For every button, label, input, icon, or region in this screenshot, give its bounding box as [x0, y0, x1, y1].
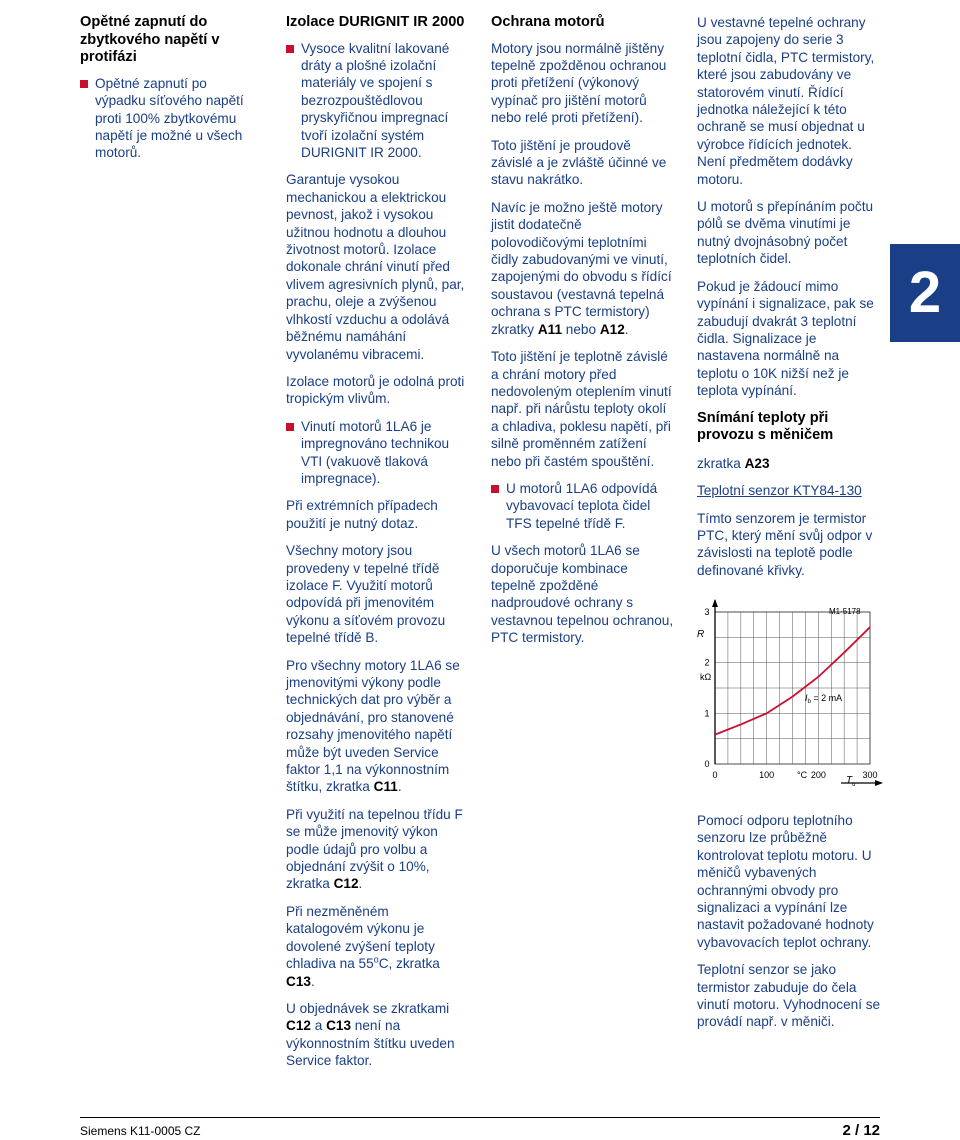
y-axis-unit: kΩ [700, 672, 712, 682]
x-axis-arrow-icon [875, 780, 883, 786]
y-tick-label: 1 [704, 708, 710, 719]
paragraph-tropical: Izolace motorů je odolná proti tropickým vlivům. [286, 373, 465, 407]
x-axis-symbol: $T_u$ [846, 775, 856, 788]
footer-divider [80, 1117, 880, 1118]
code-c11: C11 [373, 779, 398, 795]
paragraph-coolant: Při nezměněném katalogovém výkonu je dovolené zvýšení teploty chladiva na 55$^o$C, zkratka C13. [286, 903, 440, 989]
section-title-motor-protection: Ochrana motorů [491, 14, 605, 30]
paragraph-extreme: Při extrémních případech použití je nutný dotaz. [286, 498, 438, 531]
code-a12: A12 [599, 321, 625, 337]
code-c12-ref: C12 [286, 1018, 311, 1034]
column-3 [491, 14, 674, 657]
bullet-insulation-materials: Vysoce kvalitní lakované dráty a plošné izolační materiály ve spojení s bezrozpouštědlovou pryskyřičnou impregnací tvoří izolační systém DURIGNIT IR 2000. [286, 40, 468, 162]
chart-grid [715, 612, 870, 764]
current-annotation: $I_b = 2$ mA [805, 693, 843, 705]
footer-document-id: Siemens K11-0005 CZ [80, 1124, 201, 1138]
x-tick-label: 0 [712, 770, 718, 780]
sensor-heading: Teplotní senzor KTY84-130 [697, 483, 862, 499]
code-a23: A23 [744, 455, 770, 471]
paragraph-pole-changing: U motorů s přepínáním počtu pólů se dvěma vinutími je nutný dvojnásobný počet teplotních čidel. [697, 199, 874, 267]
x-tick-label: 200 [810, 770, 826, 780]
y-axis-arrow-icon [712, 599, 718, 607]
chapter-tab: 2 [890, 244, 960, 342]
column-4-lower [697, 812, 882, 1041]
paragraph-orders: U objednávek se zkratkami C12 a C13 není na výkonnostním štítku uveden Service faktor. [286, 1000, 455, 1069]
section-title-reclosing: Opětné zapnutí do zbytkového napětí v protifázi [80, 14, 220, 66]
paragraph-class-f: Při využití na tepelnou třídu F se může jmenovitý výkon podle údajů pro volbu a objednání zvýšit o 10%, zkratka C12. [286, 806, 463, 892]
y-axis-symbol: R [697, 629, 705, 640]
paragraph-signalling: Pokud je žádoucí mimo vypínání i signalizace, pak se zabudují dvakrát 3 teplotní čidla. Signalizace je nastavena normálně na teplotu o 10K nižší než je teplota vypínání. [697, 278, 874, 399]
code-c13: C13 [286, 973, 311, 989]
y-tick-label: 0 [704, 759, 710, 769]
code-c13-ref: C13 [326, 1018, 351, 1034]
footer-page-number: 2 / 12 [842, 1122, 880, 1139]
paragraph-thermal-class: Všechny motory jsou provedeny v tepelné třídě izolace F. Využití motorů odpovídá při jmenovitém výkonu a síťovém provozu tepelné třídě B. [286, 543, 446, 646]
paragraph-ptc: Navíc je možno ještě motory jistit dodatečně polovodičovými teplotními čidly zabudovanými ve vinutí, zapojenými do obvodu s řídící soustavou (vestavná tepelná ochrana s PTC termistory) zkratky A11 nebo A12. [491, 199, 672, 337]
code-c12: C12 [333, 876, 359, 892]
x-tick-label: 100 [759, 770, 775, 780]
paragraph-temperature-dependent: Toto jištění je teplotně závislé a chrání motory před nedovoleným oteplením vinutí např. při nárůstu teploty okolí a chladiva, poklesu napětí, při silně proměnném zatížení nebo při častém spouštění. [491, 349, 672, 469]
bullet-vti: Vinutí motorů 1LA6 je impregnováno technikou VTI (vakuově tlaková impregnace). [286, 418, 468, 488]
paragraph-insulation-strength: Garantuje vysokou mechanickou a elektrickou pevnost, jakož i vysokou užitnou hodnotu a dlouhou životnost motorů. Izolace dokonale chrání vinutí před vlivem agresivních plynů, par, prachu, oleje a zvýšenou vlhkostí vzduchu a odolává běžnému namáhání vyvolanému vibracemi. [286, 172, 465, 362]
paragraph-code-a23: zkratka A23 [697, 455, 770, 471]
bullet-tfs: U motorů 1LA6 odpovídá vybavovací teplota čidel TFS tepelné třídě F. [491, 480, 674, 532]
section-title-insulation: Izolace DURIGNIT IR 2000 [286, 14, 465, 30]
y-tick-label: 2 [704, 657, 710, 668]
chart-tag: M1-5178 [829, 607, 861, 616]
paragraph-current-dependent: Toto jištění je proudově závislé a je zvláště účinné ve stavu nakrátko. [491, 137, 667, 188]
paragraph-recommendation: U všech motorů 1LA6 se doporučuje kombinace tepelně zpožděné nadproudové ochrany s vestavnou tepelnou ochranou, PTC termistory. [491, 543, 674, 646]
code-a11: A11 [537, 321, 563, 337]
column-1 [80, 14, 255, 172]
y-tick-label: 3 [704, 607, 710, 617]
column-2 [286, 14, 468, 1080]
subtitle-converter: Snímání teploty při provozu s měničem [697, 409, 834, 444]
paragraph-monitoring: Pomocí odporu teplotního senzoru lze průběžně kontrolovat teplotu motoru. U měničů vybavených ochrannými obvody pro signalizaci a vypínání lze nastavit požadované hodnoty vybavovacích teplot ochrany. [697, 813, 874, 950]
paragraph-sensor: Tímto senzorem je termistor PTC, který mění svůj odpor v závislosti na teplotě podle definované křivky. [697, 510, 873, 578]
paragraph-overload: Motory jsou normálně jištěny tepelně zpožděnou ochranou proti přetížení (výkonový vypínač pro jištění motorů nebo relé proti přetížení). [491, 40, 667, 126]
x-axis-unit: °C [797, 770, 808, 780]
paragraph-service-factor: Pro všechny motory 1LA6 se jmenovitými výkony podle technických dat pro výběr a objednávání, pro stanovené rozsahy jmenovitého napětí může být uveden Service faktor 1,1 na výkonnostním štítku, zkratka C11. [286, 657, 460, 795]
paragraph-ptc-series: U vestavné tepelné ochrany jsou zapojeny do serie 3 teplotní čidla, PTC termistory, které jsou zabudovány ve statorovém vinutí. Řídící jednotka náležející k této ochraně se musí objednat u výrobce řídících jednotek. Není předmětem dodávky motoru. [697, 15, 875, 187]
paragraph-installation: Teplotní senzor se jako termistor zabuduje do čela vinutí motoru. Vyhodnocení se provádí např. v měniči. [697, 962, 881, 1030]
resistance-temperature-chart [695, 596, 890, 796]
chart-ticks [704, 607, 877, 780]
column-4 [697, 14, 882, 589]
bullet-reclosing: Opětné zapnutí po výpadku síťového napětí proti 100% zbytkovému napětí je možné u všech motorů. [80, 75, 255, 162]
x-tick-label: 300 [862, 770, 878, 780]
